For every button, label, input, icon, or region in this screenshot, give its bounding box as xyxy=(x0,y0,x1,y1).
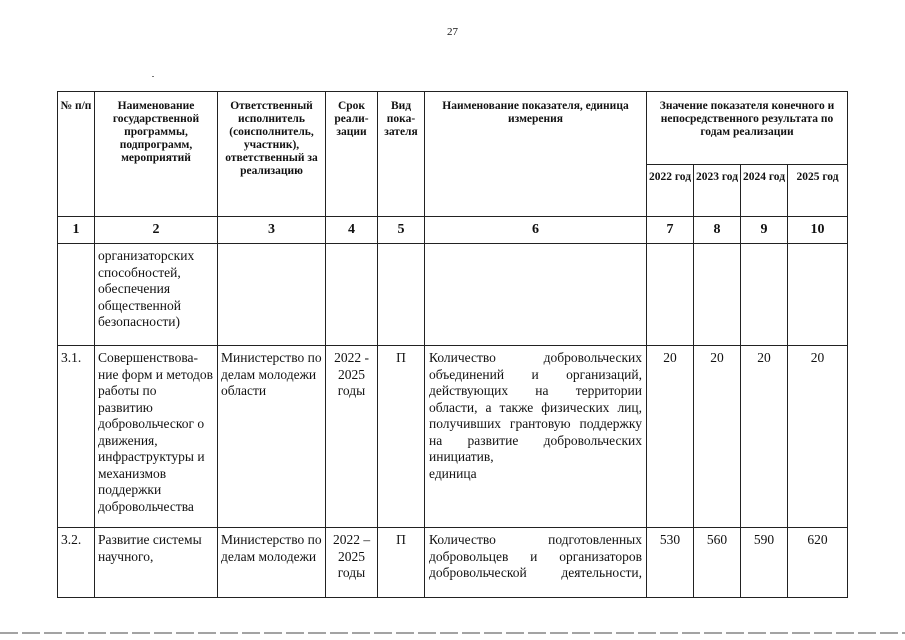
column-number: 2 xyxy=(95,217,218,244)
row-value-2025: 20 xyxy=(788,346,848,528)
header-year-2025: 2025 год xyxy=(788,165,848,217)
row-value-2024: 20 xyxy=(741,346,788,528)
indicator-table xyxy=(57,91,848,598)
row-indicator-unit: единица xyxy=(429,465,477,481)
column-number: 6 xyxy=(425,217,647,244)
row-value-2023: 560 xyxy=(694,528,741,598)
row-indicator-text: Количество подготовленных добровольцев и организаторов добровольческой деятельности, xyxy=(429,532,642,580)
column-number: 3 xyxy=(218,217,326,244)
header-year-2024: 2024 год xyxy=(741,165,788,217)
header-num: № п/п xyxy=(58,92,95,217)
header-term: Срок реали-зации xyxy=(326,92,378,217)
row-number: 3.2. xyxy=(58,528,95,598)
row-value-2022: 530 xyxy=(647,528,694,598)
header-indicator-name: Наименование показателя, единица измерения xyxy=(425,92,647,217)
row-value-2025: 620 xyxy=(788,528,848,598)
column-number: 8 xyxy=(694,217,741,244)
column-number-row xyxy=(58,217,848,244)
row-responsible: Министерство по делам молодежи области xyxy=(218,346,326,528)
column-number: 10 xyxy=(788,217,848,244)
row-indicator-name xyxy=(425,528,647,598)
column-number: 7 xyxy=(647,217,694,244)
row-indicator-type: П xyxy=(378,528,425,598)
row-indicator-text: Количество добровольческих объединений и организаций, действующих на территории области, а также физических лиц, получивших грантовую поддержку на развитие добровольческих инициатив, xyxy=(429,350,642,464)
table-row xyxy=(58,528,848,598)
column-number: 4 xyxy=(326,217,378,244)
row-term: 2022 - 2025 годы xyxy=(326,346,378,528)
table-row xyxy=(58,346,848,528)
header-row xyxy=(58,92,848,165)
row-value-2022: 20 xyxy=(647,346,694,528)
header-indicator-type: Вид пока-зателя xyxy=(378,92,425,217)
row-value-2024: 590 xyxy=(741,528,788,598)
row-responsible: Министерство по делам молодежи xyxy=(218,528,326,598)
row-term: 2022 – 2025 годы xyxy=(326,528,378,598)
row-program-name: Совершенствова-ние форм и методов работы по развитию добровольческог о движения, инфраструктуры и механизмов поддержки добровольчества xyxy=(95,346,218,528)
header-values-group: Значение показателя конечного и непосредственного результата по годам реализации xyxy=(647,92,848,165)
header-responsible: Ответственный исполнитель (соисполнитель, участник), ответственный за реализацию xyxy=(218,92,326,217)
column-number: 9 xyxy=(741,217,788,244)
header-program-name: Наименование государственной программы, подпрограмм, мероприятий xyxy=(95,92,218,217)
row-indicator-name xyxy=(425,346,647,528)
row-program-name: Развитие системы научного, xyxy=(95,528,218,598)
scan-speck xyxy=(152,76,154,77)
continuation-text: организаторских способностей, обеспечения общественной безопасности) xyxy=(95,244,218,346)
header-year-2023: 2023 год xyxy=(694,165,741,217)
page-number: 27 xyxy=(447,26,458,38)
row-value-2023: 20 xyxy=(694,346,741,528)
header-year-2022: 2022 год xyxy=(647,165,694,217)
row-indicator-type: П xyxy=(378,346,425,528)
scan-edge-line xyxy=(0,632,905,634)
row-number: 3.1. xyxy=(58,346,95,528)
column-number: 1 xyxy=(58,217,95,244)
column-number: 5 xyxy=(378,217,425,244)
continuation-row xyxy=(58,244,848,346)
